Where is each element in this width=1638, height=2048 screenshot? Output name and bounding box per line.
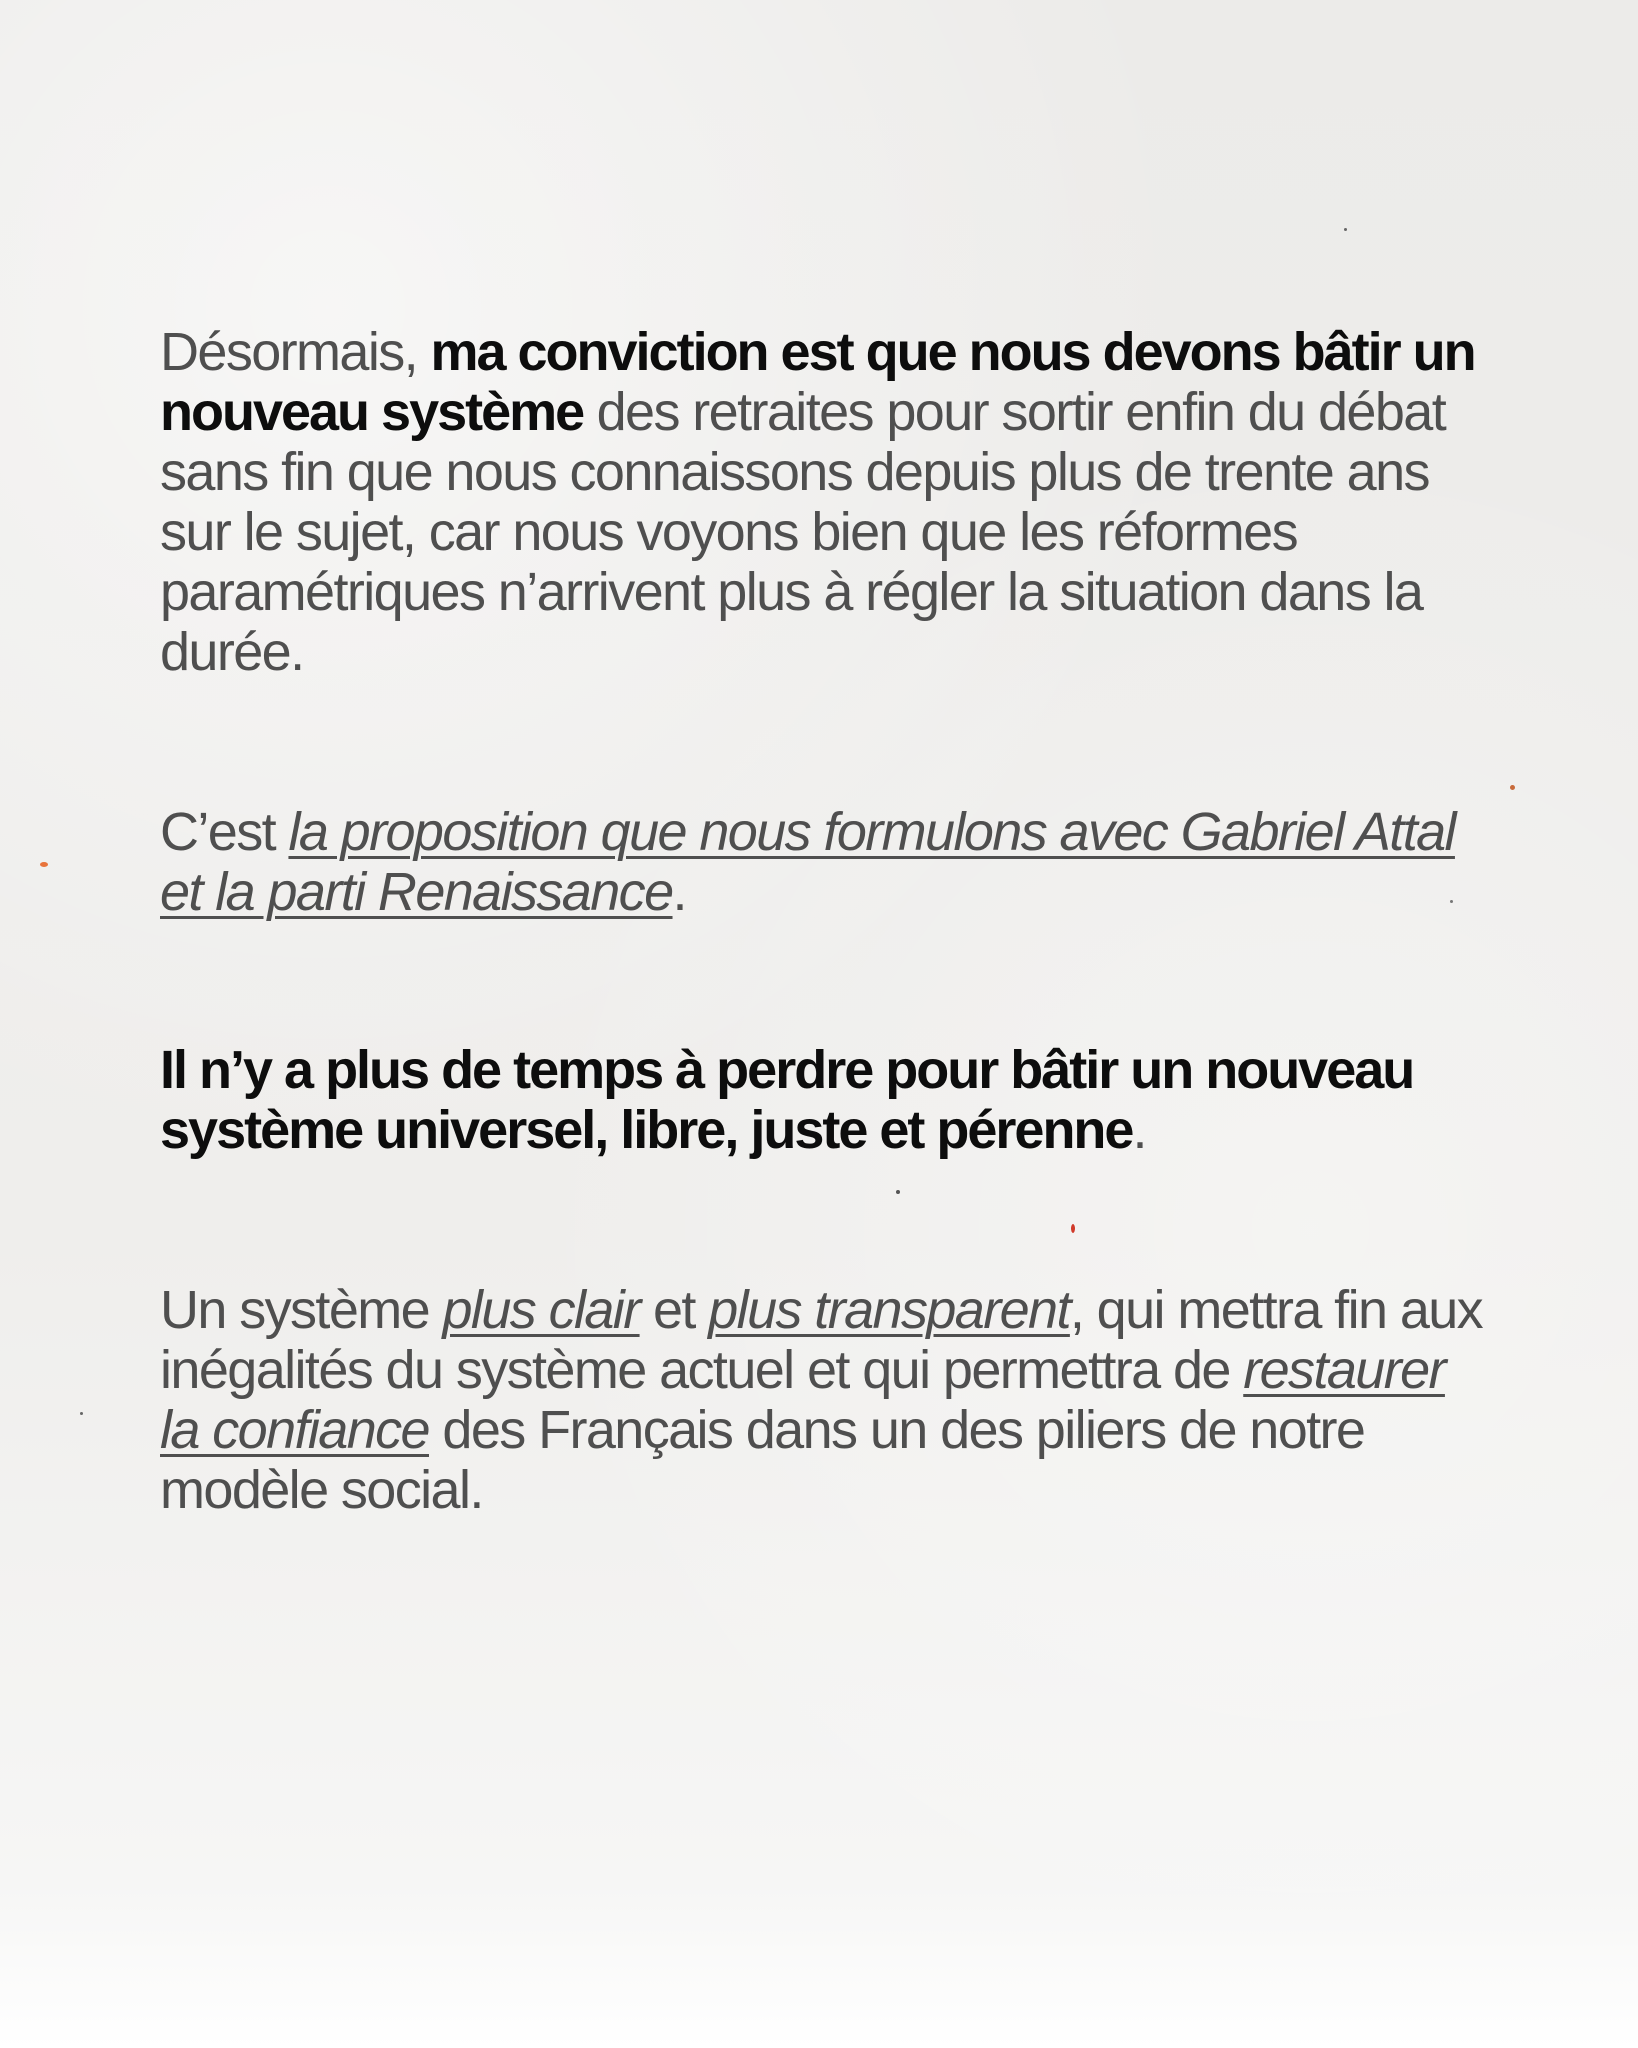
text-end: . xyxy=(672,862,686,922)
text-intro: Désormais, xyxy=(160,322,431,382)
paragraph-text xyxy=(160,1280,1490,1520)
paper-speck xyxy=(1344,228,1347,231)
paper-speck xyxy=(1510,785,1515,790)
paragraph-text xyxy=(160,322,1490,682)
paragraph-system xyxy=(160,1280,1490,1520)
paper-speck xyxy=(40,862,48,867)
link-restaurer-confiance[interactable]: restaurer la confiance xyxy=(160,1340,1445,1460)
paper-speck xyxy=(1071,1224,1075,1233)
paragraph-text xyxy=(160,802,1490,922)
text-intro: C’est xyxy=(160,802,289,862)
proposition-link[interactable]: la proposition que nous formulons avec Gabriel Attal et la parti Renaissance xyxy=(160,802,1455,922)
link-plus-clair[interactable]: plus clair xyxy=(442,1280,640,1340)
paragraph-conviction xyxy=(160,322,1490,682)
paper-speck xyxy=(80,1412,83,1415)
paper-speck xyxy=(896,1190,900,1194)
link-plus-transparent[interactable]: plus transparent xyxy=(708,1280,1070,1340)
text-rest: des retraites pour sortir enfin du débat sans fin que nous connaissons depuis plus de trente ans sur le sujet, car nous voyons bien que les réformes paramétriques n’arrivent plus à régler la situation dans la durée. xyxy=(160,382,1446,682)
text-part: , qui mettra fin aux inégalités du système actuel et qui permettra de xyxy=(160,1280,1483,1400)
text-part: Un système xyxy=(160,1280,443,1340)
text-end: . xyxy=(1132,1100,1146,1160)
text-part: des Français dans un des piliers de notre modèle social. xyxy=(160,1400,1365,1520)
paragraph-text xyxy=(160,1040,1490,1160)
paragraph-urgency xyxy=(160,1040,1490,1160)
text-part: et xyxy=(639,1280,709,1340)
text-bold-urgency: Il n’y a plus de temps à perdre pour bâtir un nouveau système universel, libre, juste et pérenne xyxy=(160,1040,1414,1160)
text-bold-conviction: ma conviction est que nous devons bâtir un nouveau système xyxy=(160,322,1475,442)
paragraph-proposition xyxy=(160,802,1490,922)
